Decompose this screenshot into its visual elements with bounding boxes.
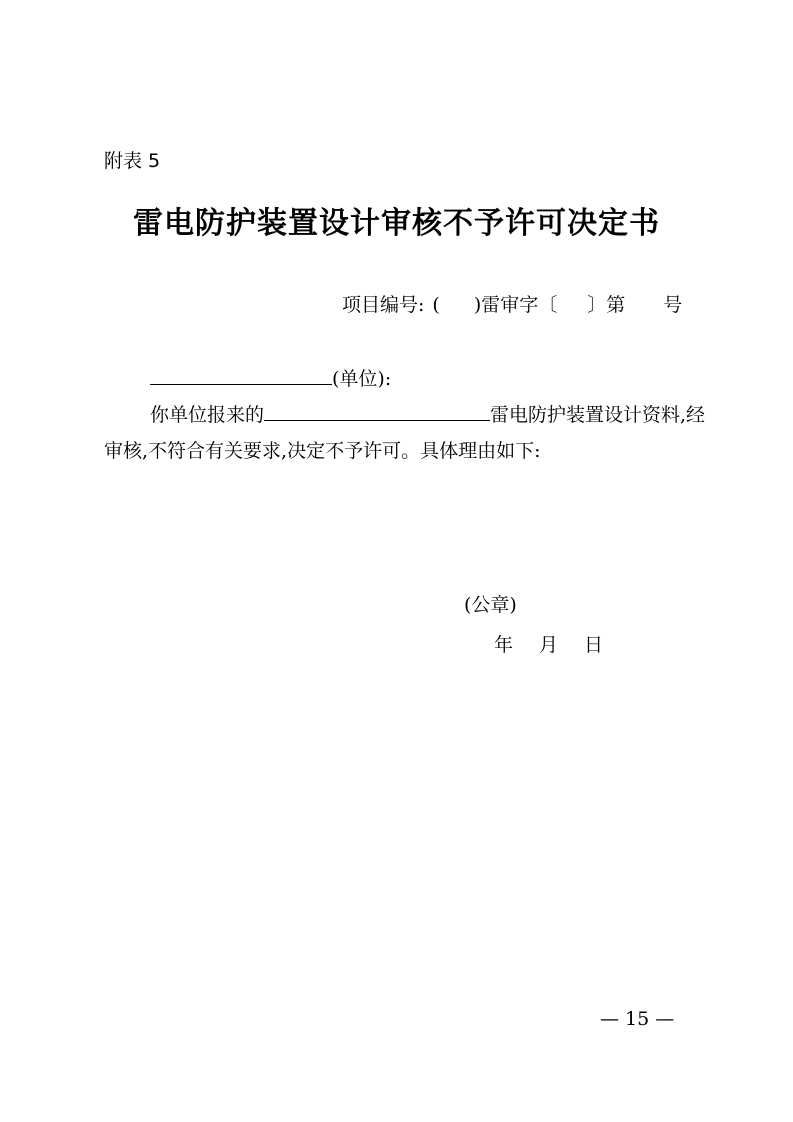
project-number-middle: 雷审字〔 [481, 294, 558, 316]
body-line-2 [150, 400, 705, 427]
document-title: 雷电防护装置设计审核不予许可决定书 [133, 206, 660, 241]
project-name-blank[interactable] [264, 400, 490, 421]
project-number-open-paren: ( [432, 294, 440, 316]
project-number-line [342, 290, 682, 317]
addressee-line [150, 364, 391, 391]
project-number-suffix: 号 [663, 294, 683, 316]
official-seal-label: (公章) [464, 594, 517, 616]
project-number-label: 项目编号: [342, 294, 425, 316]
appendix-label: 附表 5 [104, 150, 161, 172]
date-day: 日 [584, 634, 604, 656]
page-number: — 15 — [600, 1008, 675, 1030]
body-line-3: 审核,不符合有关要求,决定不予许可。具体理由如下: [104, 440, 541, 462]
project-number-close-bracket: 〕第 [587, 294, 626, 316]
body-line2-prefix: 你单位报来的 [150, 404, 265, 426]
addressee-suffix: (单位): [332, 368, 392, 390]
unit-name-blank[interactable] [150, 364, 332, 385]
body-line2-suffix: 雷电防护装置设计资料,经 [490, 404, 706, 426]
date-year: 年 [494, 634, 514, 656]
date-month: 月 [539, 634, 559, 656]
project-number-close-paren: ) [473, 294, 482, 316]
date-line [494, 630, 603, 657]
